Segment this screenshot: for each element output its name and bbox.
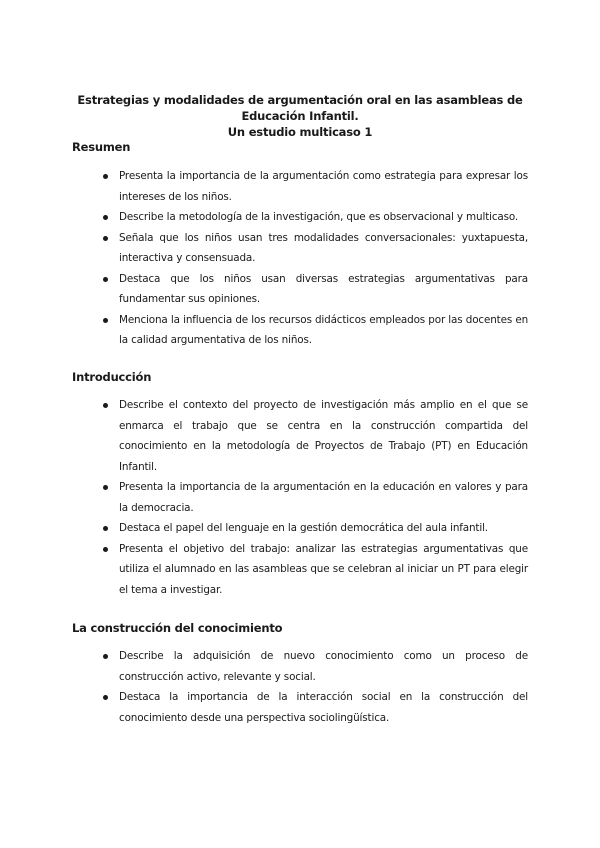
section-heading-introduccion: Introducción (72, 370, 152, 384)
list-item: Destaca la importancia de la interacción social en la construcción del conocimiento desde una perspectiva sociolingüística. (100, 687, 528, 728)
bullet-dot-icon (103, 547, 108, 552)
section-heading-resumen: Resumen (72, 140, 131, 154)
bullet-dot-icon (103, 695, 108, 700)
document-title-line-2: Un estudio multicaso 1 (227, 125, 373, 139)
bullet-dot-icon (103, 526, 108, 531)
document-title-line-1: Estrategias y modalidades de argumentación oral en las asambleas de Educación Infantil. (77, 93, 523, 123)
list-item: Describe el contexto del proyecto de investigación más amplio en el que se enmarca el trabajo que se centra en la construcción compartida del conocimiento en la metodología de Proyectos de Trabajo (PT) en Educación Infantil. (100, 395, 528, 477)
bullet-dot-icon (103, 236, 108, 241)
bullet-dot-icon (103, 318, 108, 323)
list-item: Presenta la importancia de la argumentación como estrategia para expresar los intereses de los niños. (100, 166, 528, 207)
list-item: Señala que los niños usan tres modalidades conversacionales: yuxtapuesta, interactiva y consensuada. (100, 228, 528, 269)
list-item: Presenta el objetivo del trabajo: analizar las estrategias argumentativas que utiliza el alumnado en las asambleas que se celebran al iniciar un PT para elegir el tema a investigar. (100, 539, 528, 601)
section-heading-construccion: La construcción del conocimiento (72, 621, 283, 635)
bullet-dot-icon (103, 654, 108, 659)
bullet-list-introduccion (100, 395, 528, 600)
list-item: Describe la metodología de la investigación, que es observacional y multicaso. (100, 207, 528, 228)
list-item: Menciona la influencia de los recursos didácticos empleados por las docentes en la calidad argumentativa de los niños. (100, 310, 528, 351)
list-item: Destaca el papel del lenguaje en la gestión democrática del aula infantil. (100, 518, 528, 539)
list-item: Presenta la importancia de la argumentación en la educación en valores y para la democracia. (100, 477, 528, 518)
bullet-dot-icon (103, 485, 108, 490)
list-item: Destaca que los niños usan diversas estrategias argumentativas para fundamentar sus opiniones. (100, 269, 528, 310)
bullet-dot-icon (103, 403, 108, 408)
document-title (60, 92, 540, 140)
bullet-dot-icon (103, 215, 108, 220)
bullet-dot-icon (103, 277, 108, 282)
bullet-list-construccion (100, 646, 528, 728)
list-item: Describe la adquisición de nuevo conocimiento como un proceso de construcción activo, relevante y social. (100, 646, 528, 687)
bullet-list-resumen (100, 166, 528, 351)
bullet-dot-icon (103, 174, 108, 179)
